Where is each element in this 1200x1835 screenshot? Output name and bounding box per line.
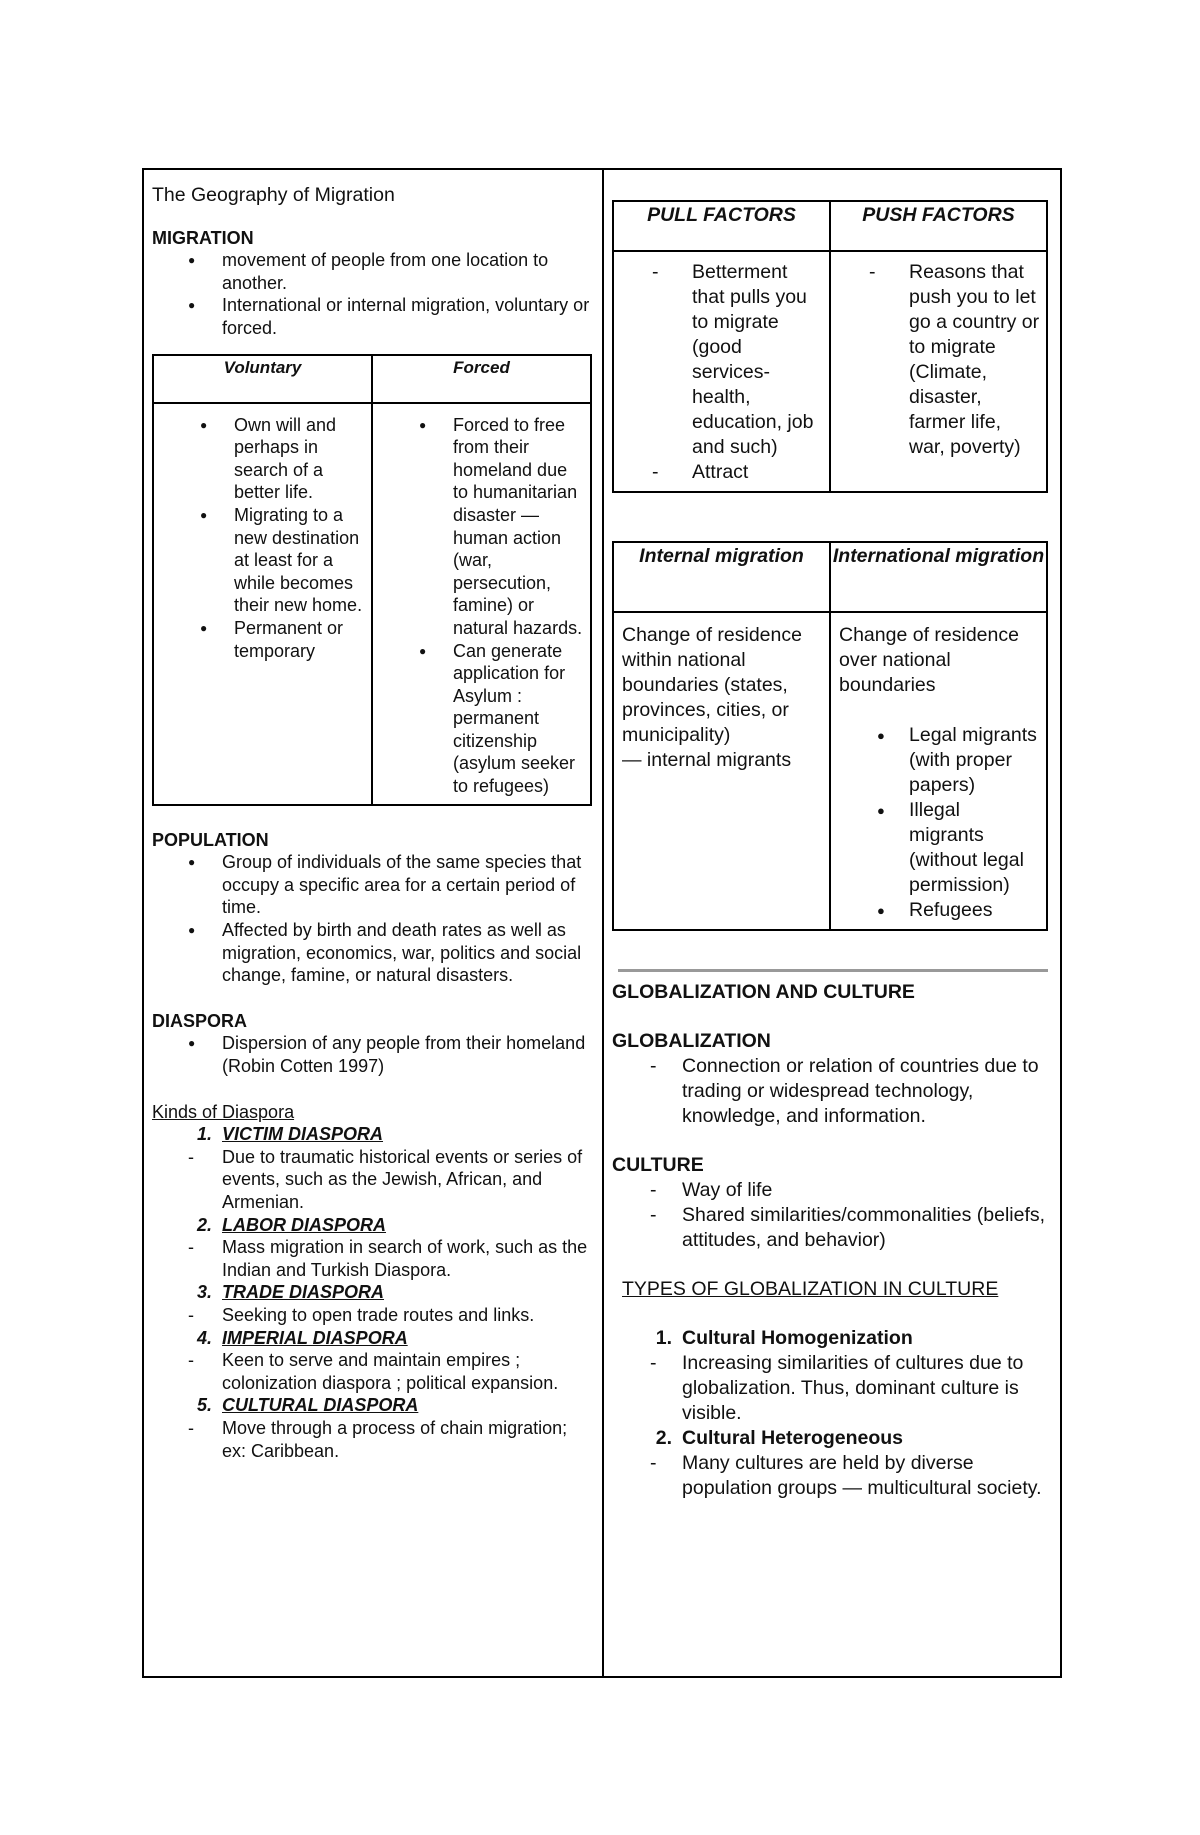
list-item: ● Group of individuals of the same species that occupy a specific area for a certain period of time. [152, 851, 592, 919]
cultural-heterogeneous-title: Cultural Heterogeneous [682, 1427, 904, 1449]
list-item: ● Own will and perhaps in search of a better life. [154, 414, 367, 504]
pull-push-table [612, 200, 1048, 493]
page-title: The Geography of Migration [152, 184, 395, 206]
push-factors-header: PUSH FACTORS [830, 201, 1047, 251]
list-item: ● Can generate application for Asylum : permanent citizenship (asylum seeker to refugees) [373, 640, 586, 798]
victim-diaspora-title: VICTIM DIASPORA [222, 1124, 384, 1145]
list-item: 1. Cultural Homogenization [655, 1327, 913, 1349]
diaspora-kinds-list [152, 1123, 592, 1462]
list-item: 2. LABOR DIASPORA [196, 1214, 387, 1235]
internal-migration-cell [613, 612, 830, 930]
international-migration-cell [830, 612, 1047, 930]
cultural-homogenization-title: Cultural Homogenization [682, 1327, 913, 1349]
list-item: 3. TRADE DIASPORA [196, 1282, 385, 1303]
list-item: - Due to traumatic historical events or series of events, such as the Jewish, African, and Armenian. [152, 1146, 592, 1214]
list-item: - Attract [614, 460, 823, 485]
list-item: - Seeking to open trade routes and links. [152, 1304, 592, 1327]
voluntary-header: Voluntary [153, 355, 372, 403]
international-migration-header: International migration [830, 542, 1047, 612]
list-item: - Mass migration in search of work, such as the Indian and Turkish Diaspora. [152, 1236, 592, 1281]
list-item: ● Forced to free from their homeland due to humanitarian disaster — human action (war, persecution, famine) or natural hazards. [373, 414, 586, 640]
internal-migrants-label: — internal migrants [622, 749, 792, 771]
cultural-diaspora-title: CULTURAL DIASPORA [222, 1395, 419, 1416]
list-item: - Reasons that push you to let go a country or to migrate (Climate, disaster, farmer life, war, poverty) [831, 260, 1040, 460]
population-list [152, 851, 592, 987]
voluntary-cell [153, 403, 372, 805]
migration-heading: MIGRATION [152, 227, 254, 248]
list-item: ● Permanent or temporary [154, 617, 367, 662]
voluntary-forced-table [152, 354, 592, 806]
list-item: - Betterment that pulls you to migrate (good services- health, education, job and such) [614, 260, 823, 460]
list-item: 4. IMPERIAL DIASPORA [196, 1327, 408, 1348]
culture-list [612, 1178, 1048, 1253]
international-migration-text: Change of residence over national boundaries [839, 624, 1019, 696]
list-item: ● movement of people from one location to another. [152, 249, 592, 294]
imperial-diaspora-title: IMPERIAL DIASPORA [222, 1327, 408, 1348]
list-item: - Way of life [612, 1178, 1048, 1203]
list-item: - Connection or relation of countries due to trading or widespread technology, knowledge, and information. [612, 1054, 1048, 1129]
internal-international-table [612, 541, 1048, 931]
diaspora-heading: DIASPORA [152, 1010, 248, 1031]
notes-frame [142, 168, 1062, 1678]
globalization-list [612, 1054, 1048, 1129]
list-item: 5. CULTURAL DIASPORA [196, 1395, 419, 1416]
pull-factors-cell [613, 251, 830, 492]
list-item: - Keen to serve and maintain empires ; colonization diaspora ; political expansion. [152, 1349, 592, 1394]
labor-diaspora-title: LABOR DIASPORA [222, 1214, 387, 1235]
globalization-heading: GLOBALIZATION [612, 1030, 771, 1052]
list-item: 1. VICTIM DIASPORA [196, 1124, 384, 1145]
push-factors-cell [830, 251, 1047, 492]
forced-cell [372, 403, 591, 805]
list-item: ● Illegal migrants (without legal permission) [839, 798, 1040, 898]
types-of-globalization-heading: TYPES OF GLOBALIZATION IN CULTURE [622, 1278, 999, 1300]
list-item: - Many cultures are held by diverse population groups — multicultural society. [612, 1451, 1048, 1501]
kinds-of-diaspora-heading: Kinds of Diaspora [152, 1101, 295, 1122]
list-item: ● Dispersion of any people from their homeland (Robin Cotten 1997) [152, 1032, 592, 1077]
culture-heading: CULTURE [612, 1154, 704, 1176]
list-item: - Move through a process of chain migration; ex: Caribbean. [152, 1417, 592, 1462]
globalization-types-list [612, 1326, 1048, 1501]
list-item: ● Affected by birth and death rates as well as migration, economics, war, politics and social change, famine, or natural disasters. [152, 919, 592, 987]
globalization-culture-heading: GLOBALIZATION AND CULTURE [612, 981, 915, 1003]
list-item: - Increasing similarities of cultures due to globalization. Thus, dominant culture is visible. [612, 1351, 1048, 1426]
list-item: ● Refugees [839, 898, 1040, 923]
right-column [604, 170, 1060, 1676]
internal-migration-text: Change of residence within national boundaries (states, provinces, cities, or municipality) [622, 624, 802, 746]
list-item: ● Migrating to a new destination at least for a while becomes their new home. [154, 504, 367, 617]
population-heading: POPULATION [152, 829, 269, 850]
trade-diaspora-title: TRADE DIASPORA [222, 1282, 385, 1303]
list-item: ● Legal migrants (with proper papers) [839, 723, 1040, 798]
forced-header: Forced [372, 355, 591, 403]
diaspora-list [152, 1032, 592, 1077]
migration-list [152, 249, 592, 339]
list-item: ● International or internal migration, voluntary or forced. [152, 294, 592, 339]
list-item: 2. Cultural Heterogeneous [655, 1427, 904, 1449]
left-column [144, 170, 604, 1676]
list-item: - Shared similarities/commonalities (beliefs, attitudes, and behavior) [612, 1203, 1048, 1253]
pull-factors-header: PULL FACTORS [613, 201, 830, 251]
internal-migration-header: Internal migration [613, 542, 830, 612]
